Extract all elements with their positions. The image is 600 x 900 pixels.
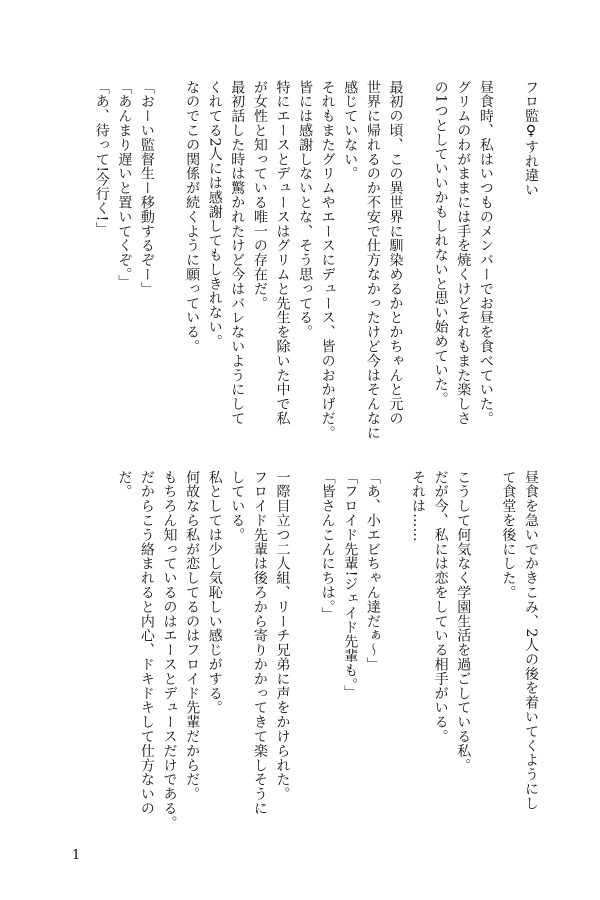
bottom-column-17: だからこう絡まれると内心、ドキドキして仕方ないの (138, 470, 155, 816)
bottom-column-8: 「フロイド先輩!ジェイド先輩も。」 (342, 470, 359, 700)
top-column-7: 世界に帰れるのか不安で仕方なかったけど今はそんなに (364, 80, 381, 440)
top-column-13: 最初話した時は驚かれたけど今はバレないようにして (229, 80, 246, 426)
top-column-2: 昼食時、私はいつものメンバーでお昼を食べていた。 (477, 80, 494, 426)
top-column-19: 「あ、待って!今行く!」 (93, 80, 110, 237)
bottom-column-12: フロイド先輩は後ろから寄りかかってきて楽しそうに (251, 470, 268, 816)
top-column-6: 最初の頃、この異世界に馴染めるかとかちゃんと元の (387, 80, 404, 426)
top-column-18: 「あんまり遅いと置いてくぞ。」 (116, 80, 133, 289)
top-column-17: 「おーい監督生ー移動するぞー」 (138, 80, 155, 296)
top-column-8: 感じていない。 (342, 80, 359, 181)
bottom-column-11: 一際目立つ二人組、リーチ兄弟に声をかけられた。 (274, 470, 291, 802)
bottom-column-5: それは…… (410, 470, 427, 542)
bottom-column-18: だ。 (116, 470, 133, 499)
top-column-0: フロ監♀すれ違い (523, 80, 539, 198)
page-number: 1 (72, 848, 81, 863)
bottom-column-15: 何故なら私が恋してるのはフロイド先輩だからだ。 (184, 470, 201, 802)
top-column-3: グリムのわがままには手を焼くけどそれもまた楽しさ (455, 80, 472, 426)
top-column-11: 特にエースとデュースはグリムと先生を除いた中で私 (274, 80, 291, 426)
bottom-column-9: 「皆さんこんにちは。」 (319, 470, 336, 622)
top-column-14: くれてる2人には感謝してもしきれない。 (206, 80, 223, 349)
bottom-column-7: 「あ、小エビちゃん達だぁ～」 (364, 470, 381, 672)
top-column-12: が女性と知っている唯一の存在だ。 (251, 80, 268, 311)
bottom-column-3: こうして何気なく学園生活を過ごしている私。 (455, 470, 472, 773)
bottom-column-16: もちろん知っているのはエースとデュースだけである。 (161, 470, 178, 830)
top-column-4: の1つとしていいかもしれないと思い始めていた。 (432, 80, 449, 407)
top-column-15: なのでこの関係が続くように願っている。 (184, 80, 201, 354)
top-column-10: 皆には感謝しないとな、そう思ってる。 (297, 80, 314, 340)
bottom-column-4: だが今、私には恋をしている相手がいる。 (432, 470, 449, 744)
bottom-column-1: て食堂を後にした。 (500, 470, 517, 600)
bottom-column-13: している。 (229, 470, 246, 542)
story-top-block (90, 80, 542, 470)
top-column-9: それもまたグリムやエースにデュース、皆のおかげだ。 (319, 80, 336, 440)
bottom-column-14: 私としては少し気恥しい感じがする。 (206, 470, 223, 715)
story-bottom-block (113, 470, 542, 830)
bottom-column-0: 昼食を急いでかきこみ、2人の後を着いてくようにし (523, 470, 539, 811)
